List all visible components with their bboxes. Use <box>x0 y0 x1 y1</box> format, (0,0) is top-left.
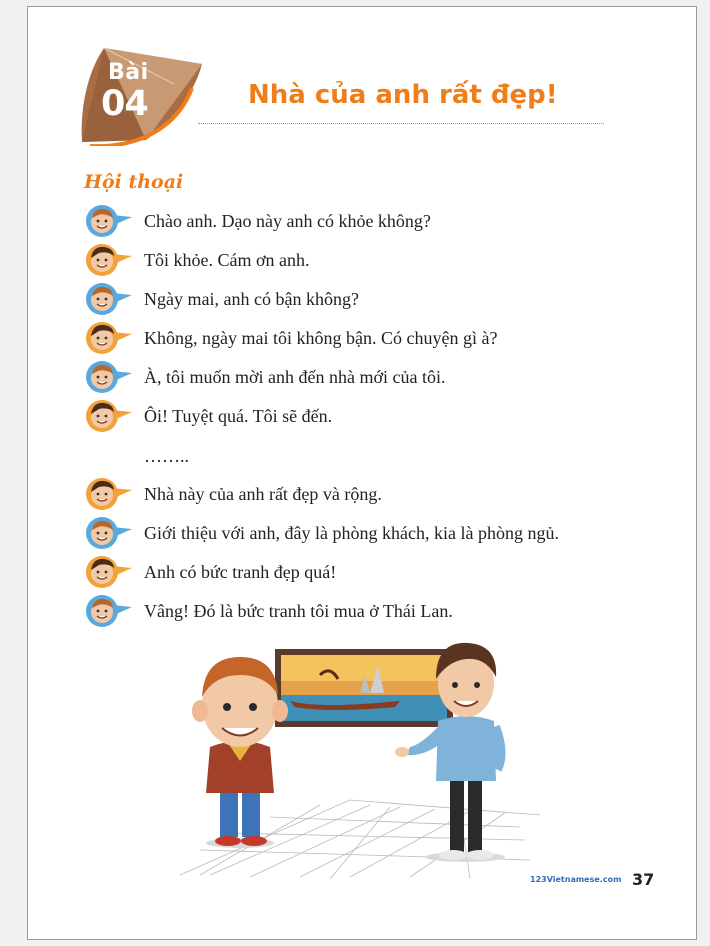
lesson-title: Nhà của anh rất đẹp! <box>248 80 558 110</box>
dialogue-text: Ngày mai, anh có bận không? <box>144 289 359 309</box>
speaker-blue-icon <box>84 359 134 395</box>
dialogue-line <box>84 515 644 553</box>
dialogue-line <box>84 554 644 592</box>
dialogue-line <box>84 359 644 397</box>
lesson-label: Bài <box>108 60 149 85</box>
dialogue-line <box>84 593 644 631</box>
dialogue-line <box>84 476 644 514</box>
footer-website: 123Vietnamese.com <box>530 875 622 884</box>
dialogue-ellipsis: …….. <box>144 446 189 466</box>
painting <box>275 649 453 727</box>
boy-character <box>192 657 288 848</box>
speaker-orange-icon <box>84 398 134 434</box>
lesson-number: 04 <box>101 84 148 124</box>
dialogue-text: Giới thiệu với anh, đây là phòng khách, kia là phòng ngủ. <box>144 523 559 543</box>
speaker-blue-icon <box>84 515 134 551</box>
dialogue-line <box>84 398 644 436</box>
dialogue-text: Ôi! Tuyệt quá. Tôi sẽ đến. <box>144 406 333 426</box>
speaker-orange-icon <box>84 242 134 278</box>
dialogue-line <box>84 242 644 280</box>
dialogue-text: Tôi khỏe. Cám ơn anh. <box>144 250 310 270</box>
dialogue-text: Không, ngày mai tôi không bận. Có chuyện gì à? <box>144 328 498 348</box>
dialogue-line <box>84 320 644 358</box>
speaker-blue-icon <box>84 203 134 239</box>
dialogue-text: Vâng! Đó là bức tranh tôi mua ở Thái Lan. <box>144 601 453 621</box>
page-number: 37 <box>632 870 655 889</box>
dialogue-text: Nhà này của anh rất đẹp và rộng. <box>144 484 382 504</box>
dialogue-line <box>84 281 644 319</box>
dialogue-text: À, tôi muốn mời anh đến nhà mới của tôi. <box>144 367 446 387</box>
speaker-orange-icon <box>84 554 134 590</box>
speaker-blue-icon <box>84 281 134 317</box>
dialogue-text: Chào anh. Dạo này anh có khỏe không? <box>144 211 431 231</box>
title-divider <box>198 123 604 124</box>
section-heading: Hội thoại <box>84 171 184 193</box>
speaker-orange-icon <box>84 476 134 512</box>
speaker-blue-icon <box>84 593 134 629</box>
speaker-orange-icon <box>84 320 134 356</box>
dialogue-text: Anh có bức tranh đẹp quá! <box>144 562 337 582</box>
dialogue-line <box>84 203 644 241</box>
living-room-illustration <box>170 635 550 880</box>
